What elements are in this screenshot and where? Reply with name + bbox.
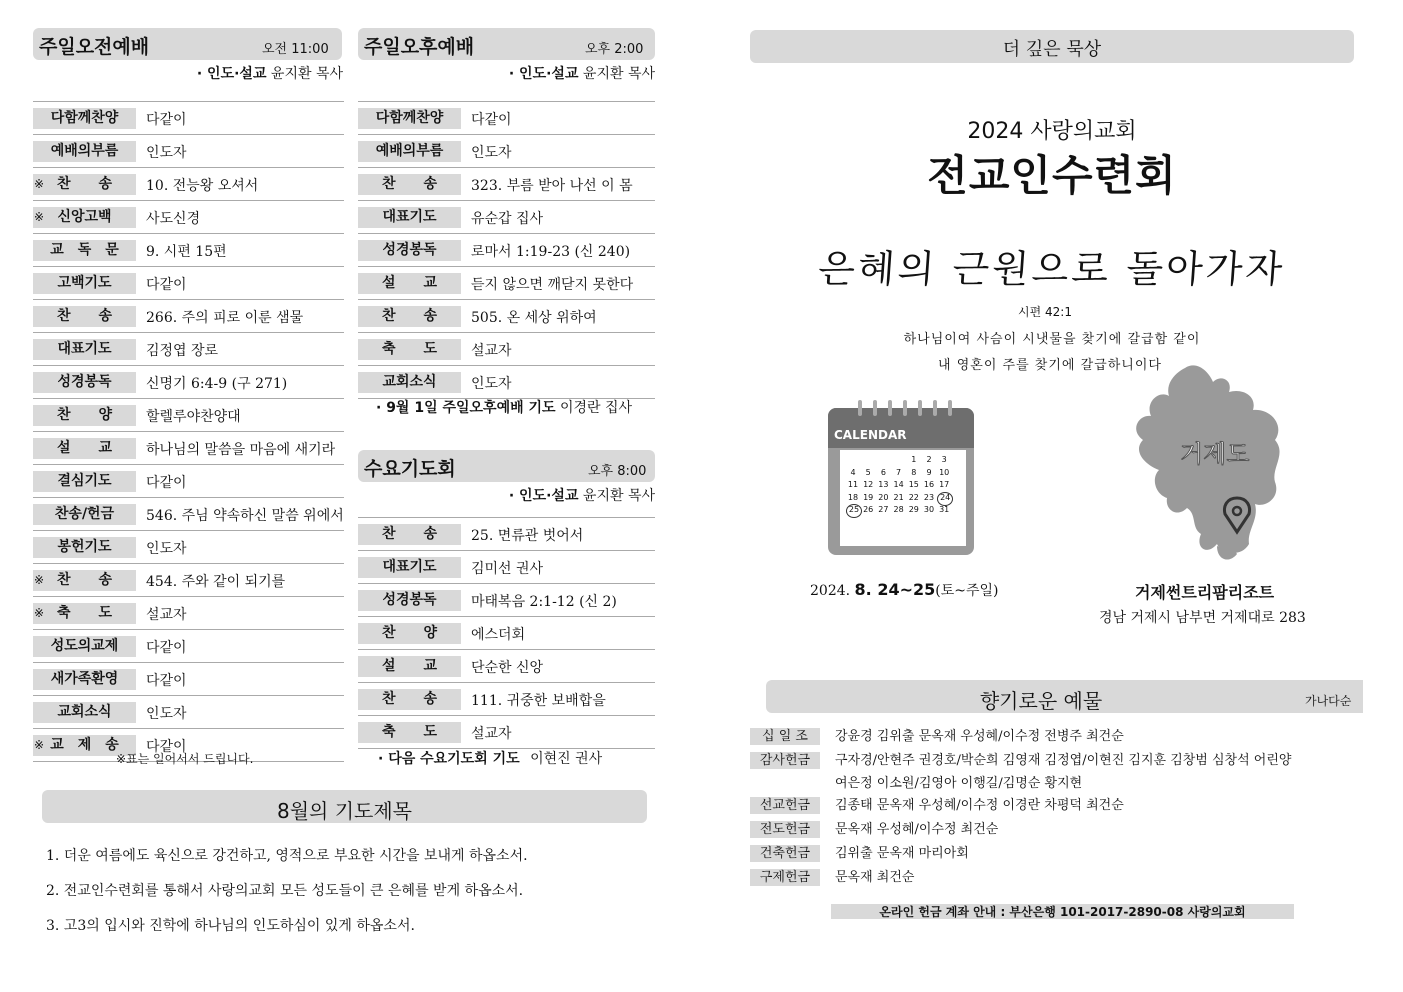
offering-names	[835, 818, 998, 841]
service-row	[33, 465, 344, 498]
note-label: · 9월 1일 주일오후예배 기도	[376, 400, 556, 416]
row-label-text: 찬 송	[56, 308, 113, 324]
row-value: 10. 전능왕 오셔서	[146, 178, 259, 194]
row-label-text: 성경봉독	[57, 374, 112, 390]
row-value: 9. 시편 15편	[146, 244, 227, 260]
row-label-text: 신앙고백	[57, 209, 112, 225]
offering-order-note: 가나다순	[1305, 694, 1352, 708]
row-label-text: 찬 송	[56, 572, 113, 588]
row-label-text: 성도의교제	[50, 638, 119, 654]
row-value: 인도자	[471, 376, 512, 392]
calendar-day: 4	[850, 467, 856, 477]
row-label	[358, 689, 461, 710]
row-label-text: 다함께찬양	[375, 110, 444, 126]
service-row	[33, 234, 344, 267]
wednesday-title: 수요기도회	[364, 458, 456, 480]
row-value: 다같이	[146, 640, 187, 656]
row-label	[33, 174, 136, 195]
service-row	[33, 366, 344, 399]
calendar-day: 22	[908, 492, 919, 502]
date-weekdays: (토~주일)	[935, 583, 999, 599]
calendar-day: 14	[893, 480, 904, 489]
offering-label: 구제헌금	[750, 869, 820, 886]
row-label	[33, 504, 136, 525]
row-value: 설교자	[471, 343, 512, 359]
calendar-ring	[933, 400, 937, 416]
row-label	[358, 656, 461, 677]
calendar-day: 5	[865, 467, 871, 477]
row-label-text: 대표기도	[382, 209, 437, 225]
calendar-day: 3	[941, 455, 947, 464]
offering-names-line: 구자경/안현주 권경호/박순희 김영재 김정엽/이현진 김지훈 김창범 심창석 어린양	[835, 753, 1292, 768]
row-value: 323. 부름 받아 나선 이 몸	[471, 178, 633, 194]
offering-label: 십 일 조	[750, 728, 820, 745]
prayer-item: 3. 고3의 입시와 진학에 하나님의 인도하심이 있게 하옵소서.	[46, 918, 415, 934]
row-label	[33, 438, 136, 459]
morning-title: 주일오전예배	[39, 36, 150, 58]
calendar-day: 25	[846, 504, 862, 518]
row-value: 설교자	[146, 607, 187, 623]
retreat-date	[810, 580, 999, 600]
afternoon-leader	[358, 63, 655, 83]
row-label-text: 예배의부름	[50, 143, 119, 159]
morning-time: 오전 11:00	[262, 42, 329, 57]
meditation-title: 더 깊은 묵상	[1002, 39, 1102, 60]
geoje-island-map	[1125, 358, 1290, 568]
date-year: 2024.	[810, 583, 851, 599]
row-label-text: 설 교	[381, 658, 438, 674]
row-label	[358, 623, 461, 644]
row-label-text: 찬 송	[381, 308, 438, 324]
calendar-day: 9	[926, 467, 932, 477]
row-label	[358, 207, 461, 228]
row-label-text: 설 교	[381, 275, 438, 291]
row-label	[33, 207, 136, 228]
calendar-ring	[888, 400, 892, 416]
calendar-day: 26	[863, 505, 874, 514]
morning-order-of-worship	[33, 102, 344, 762]
note-name: 이현진 권사	[530, 751, 603, 767]
row-value: 다같이	[471, 112, 512, 128]
row-label	[33, 339, 136, 360]
row-label-text: 대표기도	[382, 559, 437, 575]
row-value: 25. 면류관 벗어서	[471, 528, 584, 544]
service-row	[33, 102, 344, 135]
row-label	[33, 405, 136, 426]
service-row	[358, 333, 655, 366]
offering-names-line: 김위출 문옥재 마리아회	[835, 846, 969, 861]
row-value: 김미선 권사	[471, 561, 544, 577]
offering-label: 선교헌금	[750, 797, 820, 814]
retreat-venue: 거제썬트리팜리조트	[1135, 583, 1275, 602]
calendar-day: 29	[908, 505, 919, 514]
calendar-day: 17	[939, 480, 950, 489]
calendar-ring	[918, 400, 922, 416]
wednesday-time: 오후 8:00	[588, 464, 647, 479]
calendar-day: 24	[937, 492, 953, 506]
leader-label: · 인도·설교	[508, 66, 579, 82]
row-value: 다같이	[146, 277, 187, 293]
row-value: 다같이	[146, 673, 187, 689]
calendar-day: 30	[923, 505, 935, 514]
calendar-ring	[903, 400, 907, 416]
row-label-text: 교회소식	[57, 704, 112, 720]
service-row	[358, 201, 655, 234]
row-value: 인도자	[146, 145, 187, 161]
row-value: 인도자	[146, 541, 187, 557]
row-value: 다같이	[146, 112, 187, 128]
row-value: 546. 주님 약속하신 말씀 위에서	[146, 508, 344, 524]
row-label-text: 찬 송	[381, 691, 438, 707]
service-row	[33, 399, 344, 432]
row-label	[358, 339, 461, 360]
afternoon-time: 오후 2:00	[585, 42, 644, 57]
service-row	[33, 168, 344, 201]
row-label-text: 예배의부름	[375, 143, 444, 159]
calendar-day: 8	[911, 467, 917, 477]
row-label-text: 교회소식	[382, 374, 437, 390]
prayer-item: 1. 더운 여름에도 육신으로 강건하고, 영적으로 부요한 시간을 보내게 하옵소서.	[46, 848, 528, 864]
calendar-day: 15	[908, 480, 919, 489]
map-label: 거제도	[1180, 440, 1250, 468]
offering-names-line: 강윤경 김위출 문옥재 우성혜/이수정 전병주 최건순	[835, 729, 1124, 744]
row-label-text: 축 도	[381, 341, 438, 357]
calendar-day: 6	[880, 467, 886, 477]
service-row	[358, 102, 655, 135]
calendar-day: 10	[939, 467, 950, 477]
row-label-text: 찬 송	[381, 176, 438, 192]
offering-names	[835, 749, 1291, 795]
service-row	[33, 135, 344, 168]
row-value: 454. 주와 같이 되기를	[146, 574, 286, 590]
service-row	[33, 531, 344, 564]
calendar-day: 21	[893, 492, 904, 502]
offering-names-line: 김종태 문옥재 우성혜/이수정 이경란 차평덕 최건순	[835, 798, 1124, 813]
offering-names-line: 문옥재 우성혜/이수정 최건순	[835, 822, 999, 837]
row-label	[33, 108, 136, 129]
row-label	[358, 108, 461, 129]
calendar-day: 13	[878, 480, 889, 489]
row-label-text: 교 제 송	[50, 737, 119, 753]
offering-names-line: 여은정 이소원/김영아 이행길/김명순 황지현	[835, 776, 1083, 791]
row-label-text: 축 도	[56, 605, 113, 621]
verse-line: 하나님이여 사슴이 시냇물을 찾기에 갈급함 같이	[903, 332, 1201, 347]
leader-label: · 인도·설교	[508, 488, 579, 504]
service-row	[33, 630, 344, 663]
row-label	[358, 306, 461, 327]
service-row	[358, 716, 655, 749]
verse-reference: 시편 42:1	[1018, 305, 1072, 319]
calendar-day: 12	[863, 480, 874, 489]
row-label	[33, 603, 136, 624]
retreat-headline: 전교인수련회	[927, 151, 1177, 200]
note-label: · 다음 수요기도회 기도	[378, 751, 520, 767]
service-row	[358, 551, 655, 584]
calendar-icon	[828, 400, 974, 555]
service-row	[33, 696, 344, 729]
verse-line: 내 영혼이 주를 찾기에 갈급하니이다	[938, 358, 1162, 373]
service-row	[358, 300, 655, 333]
calendar-ring	[948, 400, 952, 416]
offering-names	[835, 866, 914, 889]
service-row	[33, 432, 344, 465]
row-label	[358, 240, 461, 261]
row-value: 다같이	[146, 475, 187, 491]
row-value: 사도신경	[146, 211, 201, 227]
service-row	[33, 498, 344, 531]
row-label	[33, 669, 136, 690]
leader-name: 윤지환 목사	[582, 488, 655, 504]
calendar-day: 23	[923, 492, 935, 502]
row-label	[33, 273, 136, 294]
service-row	[358, 518, 655, 551]
row-label-text: 찬송/헌금	[54, 506, 115, 522]
offering-names	[835, 842, 969, 865]
row-label-text: 설 교	[56, 440, 113, 456]
row-label-text: 결심기도	[57, 473, 112, 489]
row-label-text: 새가족환영	[50, 671, 119, 687]
offering-names	[835, 794, 1124, 817]
row-label	[33, 636, 136, 657]
leader-name: 윤지환 목사	[270, 66, 343, 82]
row-label	[358, 273, 461, 294]
row-value: 인도자	[146, 706, 187, 722]
prayer-item: 2. 전교인수련회를 통해서 사랑의교회 모든 성도들이 큰 은혜를 받게 하옵소서.	[46, 883, 524, 899]
afternoon-prayer-note	[376, 397, 632, 417]
row-label	[33, 537, 136, 558]
row-label-text: 축 도	[381, 724, 438, 740]
service-row	[358, 135, 655, 168]
calendar-ring	[858, 400, 862, 416]
morning-leader	[33, 63, 343, 83]
row-label	[358, 372, 461, 393]
calendar-day: 27	[878, 505, 889, 514]
row-value: 듣지 않으면 깨닫지 못한다	[471, 277, 634, 293]
calendar-ring	[873, 400, 877, 416]
calendar-day: 1	[911, 455, 917, 464]
row-label	[358, 557, 461, 578]
service-row	[33, 201, 344, 234]
afternoon-title: 주일오후예배	[364, 36, 475, 58]
retreat-subtitle: 2024 사랑의교회	[967, 119, 1137, 144]
row-label-text: 찬 양	[381, 625, 438, 641]
afternoon-order-of-worship	[358, 102, 655, 399]
offering-label: 감사헌금	[750, 752, 820, 769]
row-label	[33, 471, 136, 492]
wednesday-prayer-note	[378, 748, 602, 768]
service-row	[358, 168, 655, 201]
row-label	[33, 372, 136, 393]
service-row	[358, 584, 655, 617]
offering-label: 전도헌금	[750, 821, 820, 838]
offering-names-line: 문옥재 최건순	[835, 870, 915, 885]
calendar-day: 2	[926, 455, 932, 464]
row-label-text: 성경봉독	[382, 592, 437, 608]
row-label-text: 다함께찬양	[50, 110, 119, 126]
row-label	[33, 702, 136, 723]
row-label	[358, 174, 461, 195]
service-row	[33, 267, 344, 300]
account-info: 온라인 헌금 계좌 안내 : 부산은행 101-2017-2890-08 사랑의교회	[879, 905, 1246, 919]
service-row	[33, 333, 344, 366]
calendar-day: 20	[878, 492, 889, 502]
row-label	[358, 141, 461, 162]
calendar-day: 19	[863, 492, 874, 502]
row-label	[33, 141, 136, 162]
wednesday-order-of-worship	[358, 518, 655, 749]
row-label-text: 찬 양	[56, 407, 113, 423]
row-label	[358, 590, 461, 611]
row-label-text: 대표기도	[57, 341, 112, 357]
row-label	[358, 722, 461, 743]
offering-title: 향기로운 예물	[979, 689, 1103, 713]
calendar-label: CALENDAR	[834, 428, 907, 442]
prayer-title: 8월의 기도제목	[276, 799, 412, 823]
row-label-text: 봉헌기도	[57, 539, 112, 555]
service-row	[33, 663, 344, 696]
row-label-text: 찬 송	[56, 176, 113, 192]
row-value: 김정엽 장로	[146, 343, 219, 359]
row-value: 266. 주의 피로 이룬 샘물	[146, 310, 304, 326]
row-label	[33, 306, 136, 327]
wednesday-leader	[358, 485, 655, 505]
stand-marker: ※	[34, 573, 45, 587]
row-value: 로마서 1:19-23 (신 240)	[471, 244, 631, 260]
calendar-day: 11	[847, 480, 859, 489]
row-label	[33, 240, 136, 261]
row-value: 유순갑 집사	[471, 211, 544, 227]
row-value: 설교자	[471, 726, 512, 742]
leader-label: · 인도·설교	[196, 66, 267, 82]
row-label	[33, 570, 136, 591]
retreat-address: 경남 거제시 남부면 거제대로 283	[1099, 610, 1306, 626]
row-value: 인도자	[471, 145, 512, 161]
row-value: 111. 귀중한 보배합을	[471, 693, 606, 709]
calendar-day: 28	[893, 505, 904, 514]
calendar-grid	[842, 452, 966, 546]
row-value: 하나님의 말씀을 마음에 새기라	[146, 442, 336, 458]
date-days: 8. 24~25	[854, 580, 936, 599]
offering-label: 건축헌금	[750, 845, 820, 862]
calendar-day: 7	[896, 467, 902, 477]
row-value: 마태복음 2:1-12 (신 2)	[471, 594, 617, 610]
row-value: 505. 온 세상 위하여	[471, 310, 597, 326]
row-value: 단순한 신앙	[471, 660, 544, 676]
note-name: 이경란 집사	[560, 400, 633, 416]
offering-names	[835, 725, 1124, 748]
row-label-text: 고백기도	[57, 275, 112, 291]
row-label-text: 교 독 문	[50, 242, 119, 258]
service-row	[358, 234, 655, 267]
calendar-day: 31	[939, 505, 950, 514]
row-value: 할렐루야찬양대	[146, 409, 241, 425]
stand-marker: ※	[34, 210, 45, 224]
service-row	[33, 597, 344, 630]
row-value: 신명기 6:4-9 (구 271)	[146, 376, 288, 392]
leader-name: 윤지환 목사	[582, 66, 655, 82]
row-value: 에스더회	[471, 627, 526, 643]
service-row	[358, 267, 655, 300]
calendar-day: 18	[847, 492, 859, 502]
row-label-text: 찬 송	[381, 526, 438, 542]
service-row	[33, 300, 344, 333]
morning-footnote: ※표는 일어서서 드립니다.	[116, 752, 254, 766]
row-value: 다같이	[146, 739, 187, 755]
stand-marker: ※	[34, 738, 45, 752]
service-row	[358, 617, 655, 650]
service-row	[358, 683, 655, 716]
row-label	[358, 524, 461, 545]
retreat-slogan: 은혜의 근원으로 돌아가자	[816, 247, 1287, 291]
stand-marker: ※	[34, 177, 45, 191]
row-label-text: 성경봉독	[382, 242, 437, 258]
service-row	[358, 650, 655, 683]
service-row	[33, 564, 344, 597]
stand-marker: ※	[34, 606, 45, 620]
calendar-day: 16	[923, 480, 935, 489]
service-row	[358, 366, 655, 399]
